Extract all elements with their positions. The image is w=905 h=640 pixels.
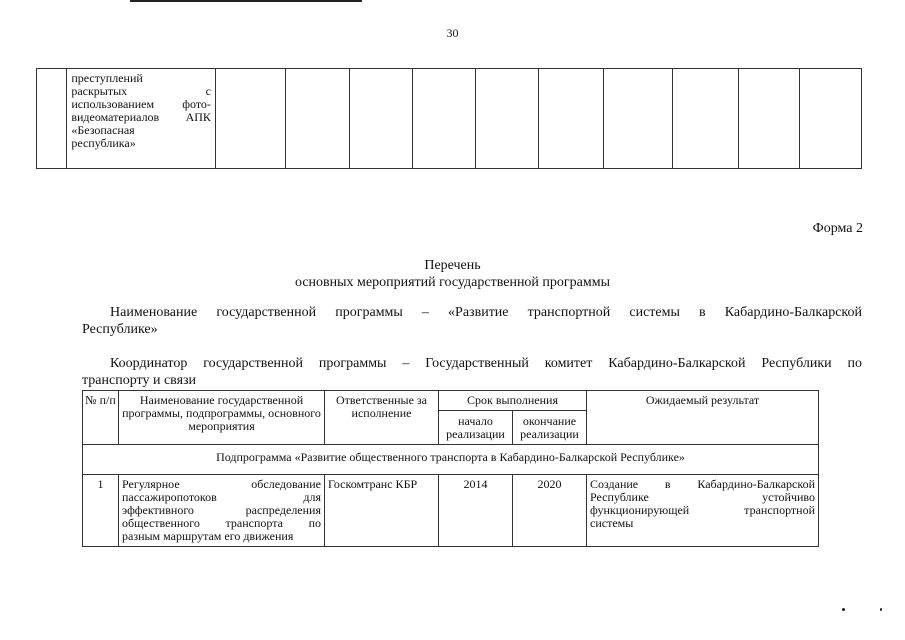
row-end: 2020: [513, 475, 587, 547]
text-line: раскрытых с: [71, 84, 211, 98]
row-start: 2014: [439, 475, 513, 547]
coordinator-line-1: Координатор государственной программы – Государственный комитет Кабардино-Балкарской Республики по: [110, 356, 862, 371]
table-cell: [738, 69, 800, 169]
heading-subtitle: основных мероприятий государственной программы: [294, 275, 610, 290]
measures-table: [82, 390, 819, 547]
table-cell: [413, 69, 476, 169]
header-end: окончание реализации: [513, 411, 587, 445]
header-result: Ожидаемый результат: [587, 391, 819, 445]
form-label: Форма 2: [812, 221, 863, 236]
top-rule: [130, 0, 362, 2]
coordinator-line-2: транспорту и связи: [82, 373, 197, 388]
program-name-paragraph: [82, 304, 862, 338]
table-cell: [37, 69, 67, 169]
text-line: преступлений: [71, 71, 143, 85]
scan-speck: [880, 608, 882, 611]
text-line: Регулярное обследование: [122, 477, 321, 491]
text-line: [82, 304, 862, 321]
table-cell: [215, 69, 285, 169]
table-cell: [604, 69, 673, 169]
text-line: «Безопасная: [71, 123, 135, 137]
header-num: № п/п: [83, 391, 119, 445]
document-heading: [0, 257, 905, 291]
table-cell: [285, 69, 350, 169]
table-cell: [672, 69, 738, 169]
table-cell: [475, 69, 539, 169]
header-responsible: Ответственные за исполнение: [325, 391, 439, 445]
scan-speck: [842, 608, 845, 611]
program-name-line-2: Республике»: [82, 322, 158, 337]
header-period: Срок выполнения: [439, 391, 587, 411]
row-name: [119, 475, 325, 547]
criterion-cell: [67, 69, 216, 169]
heading-title: Перечень: [424, 258, 481, 273]
coordinator-paragraph: [82, 355, 862, 389]
table-cell: [539, 69, 604, 169]
text-line: республика»: [71, 136, 136, 150]
text-line: Создание в Кабардино-Балкарской: [590, 477, 815, 491]
header-start: начало реализации: [439, 411, 513, 445]
table-row: [37, 69, 862, 169]
table-row: [83, 475, 819, 547]
continuation-table: [36, 68, 862, 169]
table-header-row: [83, 391, 819, 411]
text-line: пассажиропотоков для: [122, 490, 321, 504]
text-line: разным маршрутам его движения: [122, 529, 294, 543]
text-line: системы: [590, 516, 634, 530]
subprogram-title: Подпрограмма «Развитие общественного транспорта в Кабардино-Балкарской Республике»: [83, 445, 819, 475]
text-line: Республике устойчиво: [590, 490, 815, 504]
text-line: эффективного распределения: [122, 503, 321, 517]
text-line: видеоматериалов АПК: [71, 110, 211, 124]
subprogram-row: [83, 445, 819, 475]
row-result: [587, 475, 819, 547]
row-responsible: Госкомтранс КБР: [325, 475, 439, 547]
page-number: 30: [446, 26, 459, 40]
table-cell: [800, 69, 862, 169]
text-line: функционирующей транспортной: [590, 503, 815, 517]
program-name-line-1: Наименование государственной программы – «Развитие транспортной системы в Кабардино-Балкарской: [110, 305, 862, 320]
text-line: общественного транспорта по: [122, 516, 321, 530]
text-line: [82, 355, 862, 372]
row-num: 1: [83, 475, 119, 547]
header-name: Наименование государственной программы, подпрограммы, основного мероприятия: [119, 391, 325, 445]
table-cell: [350, 69, 413, 169]
text-line: использованием фото-: [71, 97, 211, 111]
